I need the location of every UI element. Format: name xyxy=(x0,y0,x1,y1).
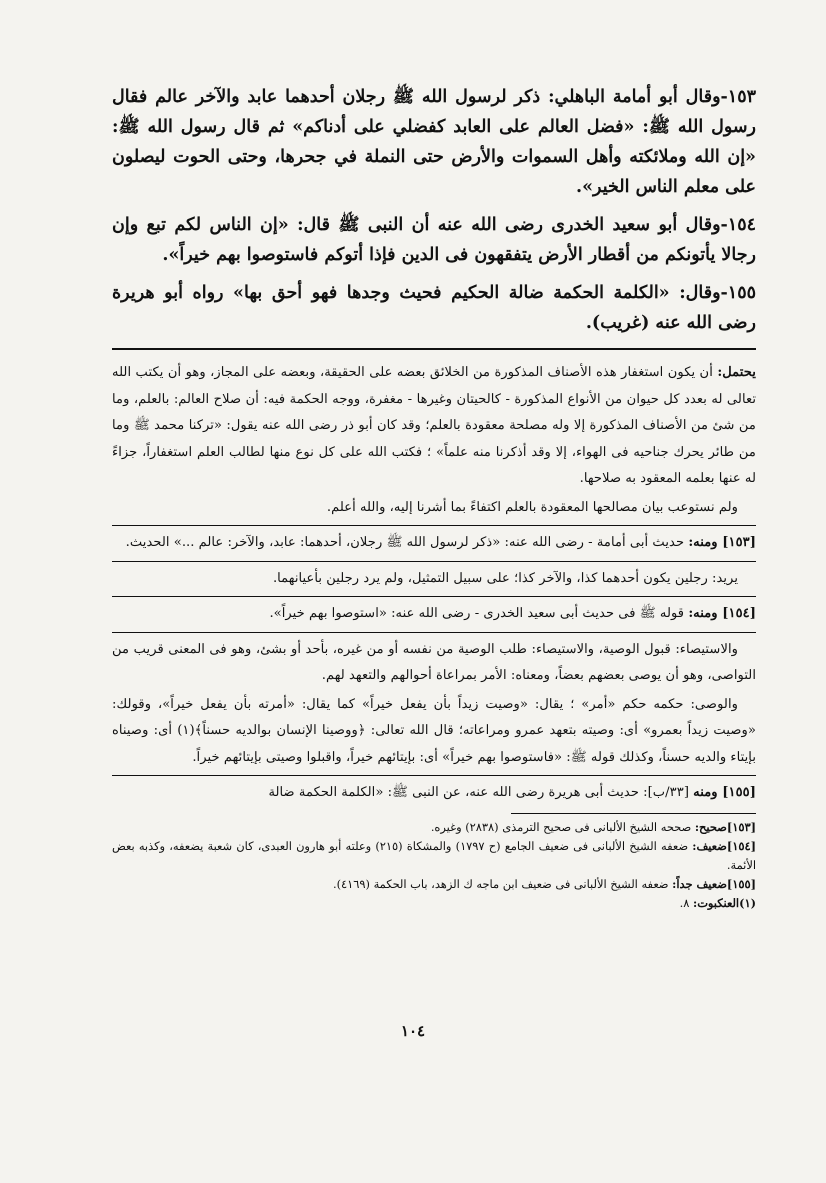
footnotes-divider xyxy=(511,813,756,814)
paragraph-text: حديث أبى أمامة - رضى الله عنه: «ذكر لرسول الله ﷺ رجلان، أحدهما: عابد، والآخر: عالم ...» الحديث. xyxy=(125,535,685,550)
footnote xyxy=(112,837,756,875)
commentary-paragraph xyxy=(112,601,756,628)
paragraph-text: قوله ﷺ فى حديث أبى سعيد الخدرى - رضى الله عنه: «استوصوا بهم خيراً». xyxy=(269,606,685,621)
commentary-paragraph: يريد: رجلين يكون أحدهما كذا، والآخر كذا؛ على سبيل التمثيل، ولم يرد رجلين بأعيانهما. xyxy=(272,570,738,586)
commentary-divider xyxy=(112,775,756,776)
footnote xyxy=(112,875,756,894)
commentary-paragraph: والاستيصاء: قبول الوصية، والاستيصاء: طلب الوصية من نفسه أو من غيره، بأحد أو بشئ، وهو فى المعنى قريب من التواصى، وهو أن يوصى بعضهم بعضاً، ومعناه: الأمر بمراعاة أحوالهم والتعهد لهم. xyxy=(112,641,756,683)
page-number: ١٠٤ xyxy=(400,1022,426,1040)
commentary-paragraph xyxy=(112,780,756,807)
commentary-divider xyxy=(112,525,756,526)
hadith-text: وقال أبو أمامة الباهلي: ذكر لرسول الله ﷺ رجلان أحدهما عابد والآخر عالم فقال رسول الله ﷺ: «فضل العالم على العابد كفضلي على أدناكم» ثم قال رسول الله ﷺ: «إن الله وملائكته وأهل السموات والأرض حتى النملة في جحرها، وحتى الحوت ليصلون على معلم الناس الخير». xyxy=(112,87,756,197)
commentary-paragraph: والوصى: حكمه حكم «أمر» ؛ يقال: «وصيت زيداً بأن يفعل خيراً» كما يقال: «أمرته بأن يفعل خيراً»، وقولك: «وصيت زيداً بعمرو» أى: وصيته بتعهد عمرو ومراعاته؛ قال الله تعالى: ﴿ووصينا الإنسان بوالديه حسناً﴾(١) أى: وصيناه بإيتاء والديه حسناً، وكذلك قوله ﷺ: «فاستوصوا بهم خيراً» أى: بإيتائهم خيراً، واقبلوا وصيتى بإيتائهم خيراً. xyxy=(112,696,756,765)
commentary-paragraph xyxy=(112,530,756,557)
footnote-text: صححه الشيخ الألبانى فى صحيح الترمذى (٢٨٣٨) وغيره. xyxy=(430,819,692,834)
hadith-number: ١٥٤- xyxy=(720,215,756,235)
hadith-155 xyxy=(112,278,756,338)
commentary-divider xyxy=(112,632,756,633)
hadith-number: ١٥٥- xyxy=(720,283,756,303)
hadith-number: ١٥٣- xyxy=(720,87,756,107)
footnote-tag: [١٥٤]ضعيف: xyxy=(692,838,756,853)
paragraph-lead: يحتمل: xyxy=(717,365,756,380)
footnote-text: ضعفه الشيخ الألبانى فى ضعيف الجامع (ح ١٧٩٧) والمشكاة (٢١٥) وعلته أبو هارون العبدى، كان شعبة يضعفه، وكذبه بعض الأئمة. xyxy=(112,838,756,872)
footnote-tag: (١)العنكبوت: xyxy=(692,895,756,910)
footnote-text: ضعفه الشيخ الألبانى فى ضعيف ابن ماجه ك الزهد، باب الحكمة (٤١٦٩). xyxy=(332,876,669,891)
hadith-153 xyxy=(112,82,756,202)
section-divider xyxy=(112,348,756,350)
commentary-divider xyxy=(112,561,756,562)
commentary-paragraph: ولم نستوعب بيان مصالحها المعقودة بالعلم اكتفاءً بما أشرنا إليه، والله أعلم. xyxy=(326,499,738,515)
commentary-paragraph xyxy=(112,360,756,493)
paragraph-lead: [١٥٣] ومنه: xyxy=(688,535,756,550)
paragraph-lead: [١٥٤] ومنه: xyxy=(688,606,756,621)
footnote-tag: [١٥٥]ضعيف جداً: xyxy=(672,876,756,891)
footnote xyxy=(112,818,756,837)
footnote-text: ٨. xyxy=(679,895,690,910)
paragraph-text: [٣٣/ب]: حديث أبى هريرة رضى الله عنه، عن النبى ﷺ: «الكلمة الحكمة ضالة xyxy=(268,785,689,800)
footnote-tag: [١٥٣]صحيح: xyxy=(694,819,756,834)
footnotes xyxy=(112,818,756,913)
hadith-154 xyxy=(112,210,756,270)
hadith-text: وقال: «الكلمة الحكمة ضالة الحكيم فحيث وجدها فهو أحق بها» رواه أبو هريرة رضى الله عنه (غريب). xyxy=(112,283,756,333)
commentary-divider xyxy=(112,596,756,597)
paragraph-text: أن يكون استغفار هذه الأصناف المذكورة من الخلائق بعضه على الحقيقة، وبعضه على المجاز، وهو أن يكتب الله تعالى له بعدد كل حيوان من الأنواع المذكورة - كالحيتان وغيرها - مغفرة، ووجه الحكمة فيه: أن صلاح العالم: بالعلم، وما من شئ من الأصناف المذكورة إلا وله مصلحة معقودة بالعلم؛ وقد كان أبو ذر رضى الله عنه يقول: «تركنا محمد ﷺ وما من طائر يحرك جناحيه فى الهواء، إلا وقد أذكرنا منه علماً» ؛ فكتب الله على كل نوع منها لطالب العلم استغفاراً، جزاءً له عنها بعلمه المعقود به صلاحها. xyxy=(112,365,756,486)
hadith-text: وقال أبو سعيد الخدرى رضى الله عنه أن النبى ﷺ قال: «إن الناس لكم تبع وإن رجالا يأتونكم من أقطار الأرض يتفقهون فى الدين فإذا أتوكم فاستوصوا بهم خيراً». xyxy=(112,215,756,265)
footnote xyxy=(112,894,756,913)
paragraph-lead: [١٥٥] ومنه xyxy=(693,785,756,800)
